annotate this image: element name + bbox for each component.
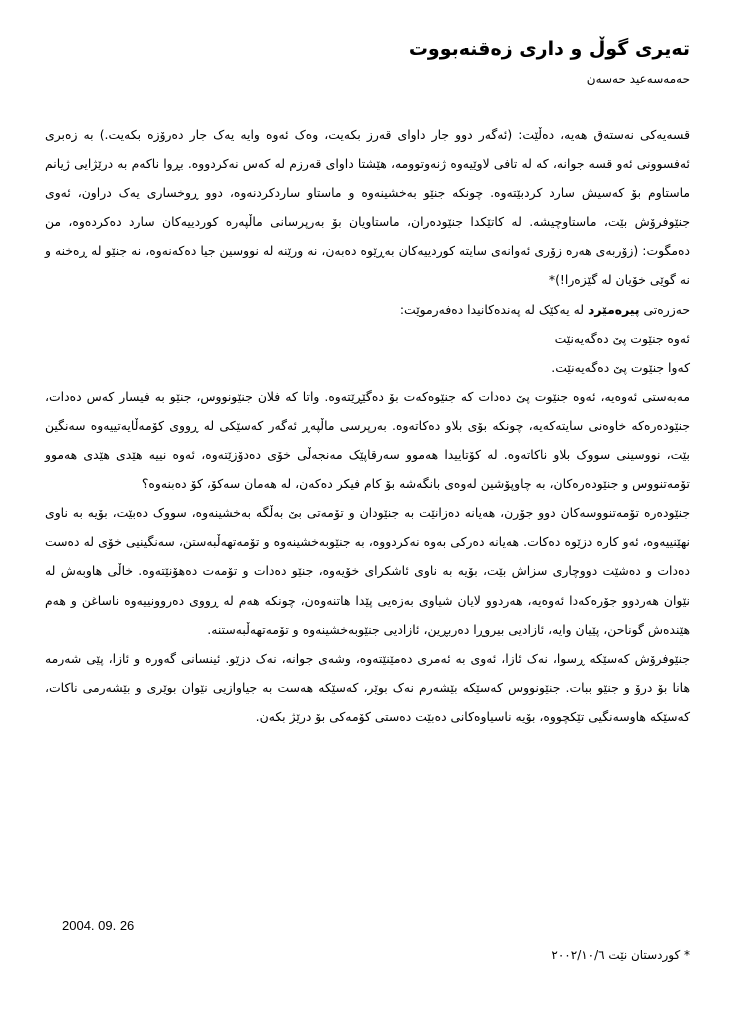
quote-intro xyxy=(45,295,690,324)
quote-line-2: کەوا جنێوت پێ دەگەیەنێت. xyxy=(551,359,690,375)
paragraph-1: قسەیەکی نەستەق هەیە، دەڵێت: (ئەگەر دوو جار داوای قەرز بکەیت، وەک ئەوە وایە یەک جار دەرۆزە بکەیت.) بە زەبری ئەفسوونی ئەو قسە جوانە، کە لە تافی لاوێیەوە ژنەوتوومە، هێشتا داوای قەرزم لە کەس نەکردووە. بڕوا ناکەم بە درێژایی ژیانم ماستاوم بۆ کەسیش سارد کردبێتەوە. چونکە جنێو بەخشینەوە و ماستاو ساردکردنەوە، دوو ڕوخساری یەک دراون، ئەوی جنێوفرۆش بێت، ماستاوچیشە. لە کاتێکدا جنێودەران، ماستاویان بۆ بەرپرسانی ماڵپەرە کوردییەکان سارد دەکردەوە، من دەمگوت: (زۆربەی هەرە زۆری ئەوانەی سایتە کوردییەکان بەڕێوە دەبەن، نە ورێنە لە نووسین جیا دەکەنەوە، نە جنێو لە ڕەخنە و نە گوێی خۆیان لە گێزەرا!)* xyxy=(45,127,690,288)
article-author: حەمەسەعید حەسەن xyxy=(586,72,690,86)
paragraph-2: مەبەستی ئەوەیە، ئەوە جنێوت پێ دەدات کە جنێوەکەت بۆ دەگێڕێتەوە. واتا کە فلان جنێونووس، جنێو بە فیسار کەس دەدات، جنێودەرەکە خاوەنی سایتەکەیە، چونکە بۆی بلاو دەکاتەوە. بەرپرسی ماڵپەڕ ئەگەر کەسێکی لە ڕووی کۆمەڵایەتییەوە سەنگین بێت، نووسینی سووک بلاو ناکاتەوە. لە کۆتاییدا هەموو سەرقاپێک مەنجەڵی خۆی دەدۆزێتەوە، ئەوە نییە هێدی هێدی هەموو تۆمەتنووس و جنێودەرەکان، بە چاوپۆشین لەوەی بانگەشە بۆ کام فیکر دەکەن، لە هەمان سەکۆ، کۆ دەبنەوە؟ xyxy=(45,388,690,492)
footnote: * کوردستان نێت ٢٠٠٢/١٠/٦ xyxy=(551,948,690,962)
quote-line-1: ئەوە جنێوت پێ دەگەیەنێت xyxy=(554,330,690,346)
article-body xyxy=(45,120,690,731)
article-date: 2004. 09. 26 xyxy=(62,918,135,933)
quote-intro-suffix: لە یەکێک لە پەندەکانیدا دەفەرموێت: xyxy=(399,301,585,317)
article-title: تەیری گوڵ و داری زەقنەبووت xyxy=(408,38,690,60)
quote-intro-prefix: حەزرەتی xyxy=(643,301,690,317)
paragraph-3: جنێودەرە تۆمەتنووسەکان دوو جۆرن، هەیانە دەزانێت بە جنێودان و تۆمەتی بێ بەڵگە بەخشینەوە، سووک دەبێت، بۆیە بە ناوی نهێنییەوە، ئەو کارە دزێوە دەکات. هەیانە دەرکی بەوە نەکردووە، بە جنێوبەخشینەوە و تۆمەتهەڵبەستن، سەنگینیی خۆی لە دەست دەدات و دەشێت دووچاری سزاش بێت، بۆیە بە ناوی ئاشکرای خۆیەوە، جنێو دەدات و تۆمەت دەهۆنێتەوە. خاڵی هاوبەش لە نێوان هەردوو جۆرەکەدا ئەوەیە، هەردوو لایان شیاوی بەزەیی پێدا هاتنەوەن، چونکە هەم لە ڕووی دەروونییەوە ناساغن و هەم هێندەش گوناحن، پێیان وایە، ئازادیی بیروڕا دەربڕین، ئازادیی جنێوبەخشینەوە و تۆمەتهەڵبەستنە. xyxy=(45,505,690,637)
quote-author: پیرەمێرد xyxy=(587,301,640,317)
paragraph-4: جنێوفرۆش کەسێکە ڕسوا، نەک ئازا، ئەوی بە ئەمری دەمێنێتەوە، وشەی جوانە، نەک دزێو. ئینسانی گەورە و ئازا، پێی شەرمە هانا بۆ درۆ و جنێو ببات. جنێونووس کەسێکە بێشەرم نەک بوێر، کەسێکە هەست بە جیاوازیی نێوان بوێری و بێشەرمی ناکات، کەسێکە هاوسەنگیی تێکچووە، بۆیە ناسیاوەکانی دەبێت دەستی کۆمەکی بۆ درێژ بکەن. xyxy=(45,650,690,724)
